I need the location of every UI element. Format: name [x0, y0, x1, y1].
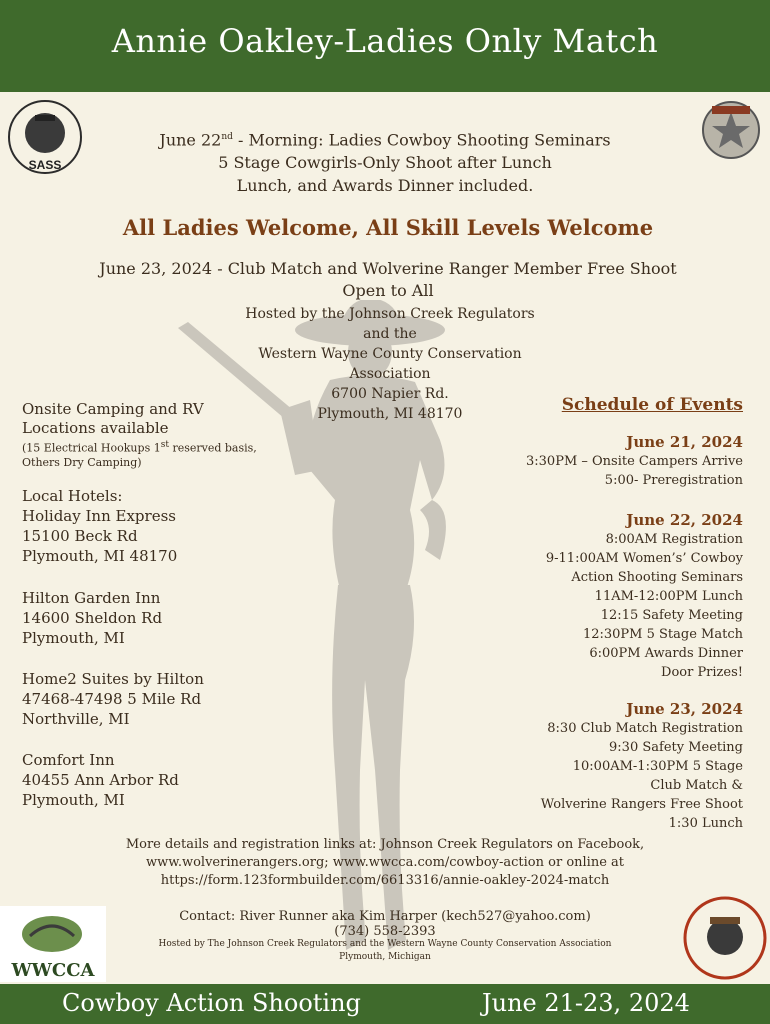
club-match-line-1: June 23, 2024 - Club Match and Wolverine Ranger Member Free Shoot	[99, 259, 677, 278]
johnson-creek-regulators-logo-image	[682, 895, 768, 981]
camping-block	[22, 400, 292, 470]
details-line-3: https://form.123formbuilder.com/6613316/annie-oakley-2024-match	[160, 873, 610, 888]
details-line-2: www.wolverinerangers.org; www.wwcca.com/cowboy-action or online at	[145, 855, 625, 870]
schedule-day-3: June 23, 2024 8:30 Club Match Registration 9:30 Safety Meeting 10:00AM-1:30PM 5 Stage Club Match & Wolverine Rangers Free Shoot 1:30 Lunch	[450, 700, 743, 833]
host-line-1: Hosted by the Johnson Creek Regulators	[245, 306, 535, 322]
host-line-4: Association	[349, 366, 431, 382]
contact-line-1: Contact: River Runner aka Kim Harper (kech527@yahoo.com)	[179, 909, 591, 924]
hotel-hilton-garden: Hilton Garden Inn 14600 Sheldon Rd Plymouth, MI	[22, 589, 163, 647]
hotel-comfort-inn: Comfort Inn 40455 Ann Arbor Rd Plymouth, MI	[22, 751, 179, 809]
welcome-heading: All Ladies Welcome, All Skill Levels Welcome	[122, 215, 654, 240]
footer-left-text: Cowboy Action Shooting	[62, 989, 361, 1017]
schedule-date: June 23, 2024	[626, 700, 743, 718]
schedule-date: June 22, 2024	[626, 511, 743, 529]
hotel-home2-suites: Home2 Suites by Hilton 47468-47498 5 Mile Rd Northville, MI	[22, 670, 204, 728]
host-line-3: Western Wayne County Conservation	[258, 346, 522, 362]
camping-line-1: Onsite Camping and RV	[22, 400, 204, 418]
camping-line-2: Locations available	[22, 419, 169, 437]
schedule-day-2: June 22, 2024 8:00AM Registration 9-11:00AM Women’s’ Cowboy Action Shooting Seminars 11AM-12:00PM Lunch 12:15 Safety Meeting 12:30PM 5 Stage Match 6:00PM Awards Dinner Door Prizes!	[450, 511, 743, 682]
intro-block	[100, 126, 670, 197]
details-line-1: More details and registration links at: Johnson Creek Regulators on Facebook,	[125, 837, 645, 852]
hotel-holiday-inn: Local Hotels: Holiday Inn Express 15100 Beck Rd Plymouth, MI 48170	[22, 487, 178, 565]
sass-logo-image	[2, 97, 88, 177]
intro-line-3: Lunch, and Awards Dinner included.	[236, 176, 534, 196]
host-line-5: 6700 Napier Rd.	[331, 386, 449, 402]
wwcca-logo-image	[0, 906, 106, 982]
footer-right-text: June 21-23, 2024	[482, 989, 690, 1017]
intro-line-2: 5 Stage Cowgirls-Only Shoot after Lunch	[218, 153, 552, 173]
camping-note-1: (15 Electrical Hookups 1st reserved basis,	[22, 440, 257, 455]
details-block	[40, 836, 730, 890]
contact-phone: (734) 558-2393	[334, 924, 436, 939]
sass-logo-text: SASS	[28, 158, 62, 172]
camping-note-2: Others Dry Camping)	[22, 455, 142, 469]
club-match-block	[0, 258, 770, 302]
schedule-title: Schedule of Events	[561, 395, 743, 415]
host-line-2: and the	[363, 326, 417, 342]
schedule-date: June 21, 2024	[626, 433, 743, 451]
hosted-by-line: Hosted by The Johnson Creek Regulators and the Western Wayne County Conservation Association	[158, 939, 612, 949]
wwcca-logo-text: WWCCA	[11, 960, 95, 981]
wolverine-rangers-badge-image	[698, 100, 764, 160]
schedule-day-1: June 21, 2024 3:30PM – Onsite Campers Arrive 5:00- Preregistration	[450, 433, 743, 490]
page-title: Annie Oakley-Ladies Only Match	[111, 22, 659, 60]
contact-block	[110, 908, 660, 964]
hosted-location-line: Plymouth, Michigan	[339, 952, 431, 962]
intro-line-1: June 22nd - Morning: Ladies Cowboy Shooting Seminars	[159, 130, 611, 150]
host-line-6: Plymouth, MI 48170	[317, 406, 463, 422]
club-match-line-2: Open to All	[342, 281, 434, 300]
